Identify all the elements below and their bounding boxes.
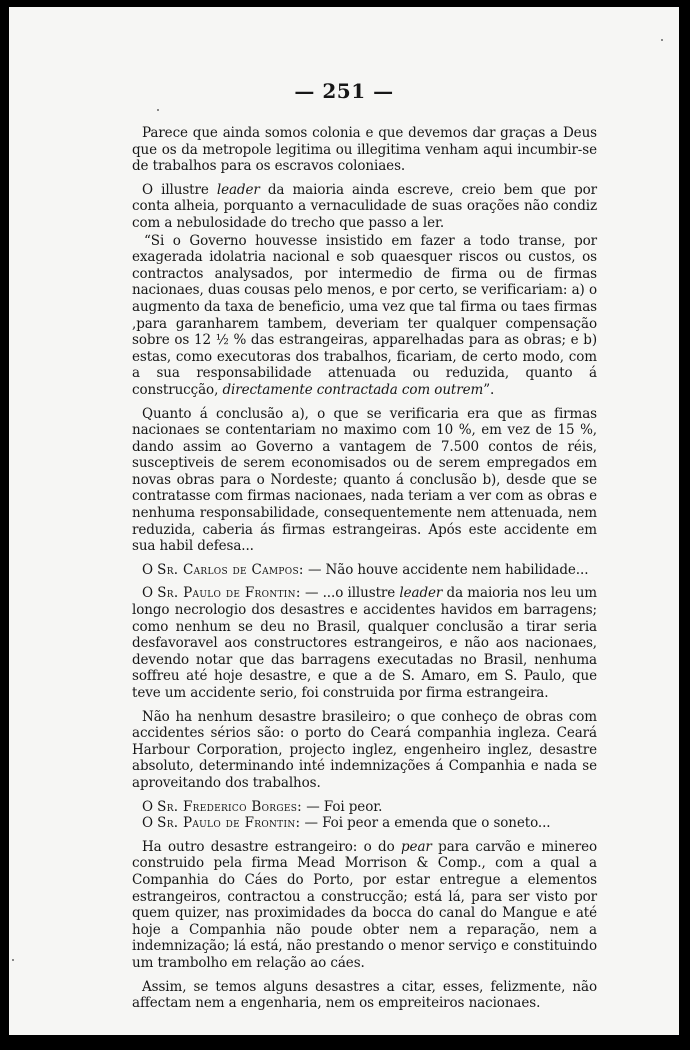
paragraph-10-before: Ha outro desastre estrangeiro: o do [142,838,402,855]
paragraph-2-after: da maioria ainda escreve, creio bem que por conta alheia, porquanto a vernaculidade de suas orações não condiz com a nebulosidade do trecho que passo a ler. [132,181,597,231]
speech-after: da maioria nos leu um longo necrologio dos desastres e accidentes havidos em barragens; como nenhum se deu no Brasil, qualquer conclusão a tirar seria desfavoravel aos constructores estrangeiros, e não aos nacionaes, devendo notar que das barragens executadas no Brasil, nenhuma soffreu até hoje desastre, e que a de S. Amaro, em S. Paulo, que teve um accidente serio, foi construida por firma estrangeira. [132,585,597,701]
leader-term: leader [216,181,260,198]
speech-text: — Não houve accidente nem habilidade... [303,561,589,578]
speech-prefix: O [142,561,158,578]
speech-text: — Foi peor a emenda que o soneto... [300,815,551,832]
speech-paulo-de-frontin-2 [132,815,597,832]
speaker-name: Sr. Paulo de Frontin: [157,815,301,832]
quote-italic: directamente contractada com outrem [222,381,484,398]
paragraph-2-before: O illustre [142,181,217,198]
speaker-name: Sr. Frederico Borges: [157,798,303,815]
paragraph-4: Quanto á conclusão a), o que se verificaria era que as firmas nacionaes se contentariam no maximo com 10 %, em vez de 15 %, dando assim ao Governo a vantagem de 7.500 contos de réis, susceptiveis de serem economisados ou de serem empregados em novas obras para o Nordeste; quanto á conclusão b), desde que se contratasse com firmas nacionaes, nada teriam a ver com as obras e nenhuma responsabilidade, consequentemente nem attenuada, nem reduzida, caberia ás firmas estrangeiras. Após este accidente em sua habil defesa... [132,405,597,555]
speech-text: — Foi peor. [302,798,383,815]
speech-prefix: O [142,585,158,602]
page-number: — 251 — [294,79,394,103]
paragraph-1: Parece que ainda somos colonia e que devemos dar graças a Deus que os da metropole legitima ou illegitima venham aqui incumbir-se de trabalhos para os escravos coloniaes. [132,125,597,175]
speech-carlos-de-campos [132,562,597,579]
paragraph-7: Não ha nenhum desastre brasileiro; o que conheço de obras com accidentes sérios são: o porto do Ceará companhia ingleza. Ceará Harbour Corporation, projecto inglez, engenheiro inglez, desastre absoluto, determinando inté indemnizações á Companhia e nada se aproveitando dos trabalhos. [132,708,597,791]
paragraph-2 [132,182,597,232]
speech-before: — ...o illustre [300,585,400,602]
scan-speck [157,109,159,111]
leader-term: leader [399,585,443,602]
speech-prefix: O [142,815,158,832]
pear-term: pear [401,838,432,855]
paragraph-10 [132,839,597,972]
quote-end: ”. [483,381,495,398]
page-body [132,125,597,1019]
speaker-name: Sr. Paulo de Frontin: [157,585,301,602]
scan-speck [661,39,663,41]
scan-speck [12,959,14,961]
speech-prefix: O [142,798,158,815]
paragraph-11: Assim, se temos alguns desastres a citar, esses, felizmente, não affectam nem a engenharia, nem os empreiteiros nacionaes. [132,978,597,1012]
speaker-name: Sr. Carlos de Campos: [157,561,304,578]
speech-frederico-borges [132,799,597,816]
quote-text: “Si o Governo houvesse insistido em fazer a todo transe, por exagerada idolatria nacional e sob quaesquer riscos ou custos, os contractos analysados, por intermedio de firma ou de firmas nacionaes, duas cousas pelo menos, e por certo, se verificariam: a) o augmento da taxa de beneficio, uma vez que tal firma ou taes firmas ,para garanharem tambem, deveriam ter qualquer compensação sobre os 12 ½ % das estrangeiras, apparelhadas para as obras; e b) estas, como executoras dos trabalhos, ficariam, de certo modo, com a sua responsabilidade attenuada ou reduzida, quanto á construcção, [132,232,597,398]
paragraph-3-quote [132,233,597,399]
speech-paulo-de-frontin-1 [132,585,597,701]
paragraph-10-after: para carvão e minereo construido pela firma Mead Morrison & Comp., com a qual a Companhia do Cáes do Porto, por estar entregue a elementos estrangeiros, contractou a construcção; está lá, para ser visto por quem quizer, nas proximidades da bocca do canal do Mangue e até hoje a Companhia não poude obter nem a reparação, nem a indemnização; lá está, não prestando o menor serviço e constituindo um trambolho em relação ao cáes. [132,838,597,971]
document-page [9,7,679,1035]
